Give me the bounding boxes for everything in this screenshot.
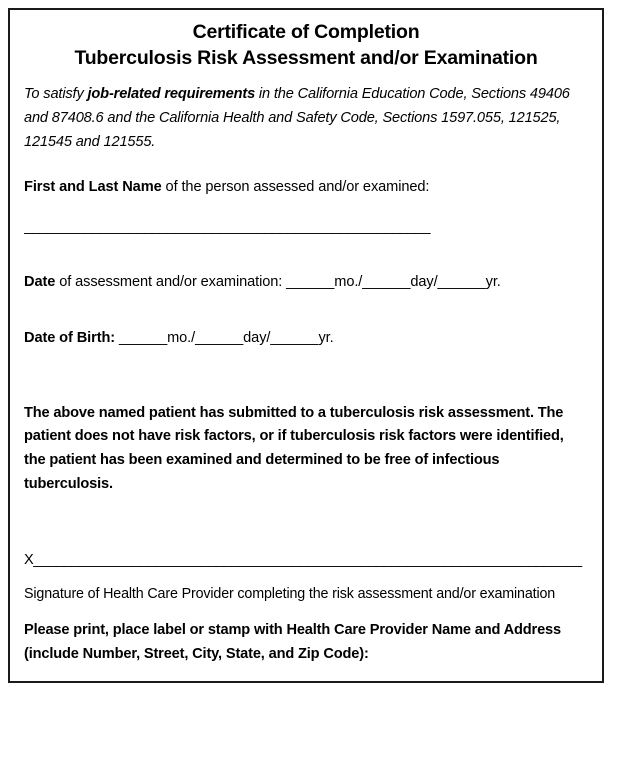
- spacer-after-name-rule: [24, 237, 588, 271]
- signature-caption: Signature of Health Care Provider completing the risk assessment and/or examination: [24, 585, 556, 602]
- certificate-border-frame: [8, 8, 604, 683]
- title-line-1: Certificate of Completion: [192, 21, 420, 43]
- assessment-date-input-rule[interactable]: ______mo./______day/______yr.: [286, 273, 501, 290]
- intro-tail-text: in the California Education Code, Sections 49406 and 87408.6 and the California Health and Safety Code, Sections 1597.055, 121525, 121545 and 121555.: [24, 86, 570, 150]
- page-title: [24, 20, 588, 71]
- certificate-body: [10, 10, 602, 757]
- intro-lead-text: To satisfy: [24, 86, 88, 103]
- signature-x-marker: X: [24, 552, 34, 569]
- name-field-label-rest: of the person assessed and/or examined:: [161, 179, 430, 196]
- assessment-date-label-bold: Date: [24, 273, 56, 290]
- birth-date-row: [24, 327, 588, 350]
- spacer-before-print-note: [24, 605, 588, 619]
- signature-input-rule[interactable]: ________________________________________________________________________: [33, 552, 582, 569]
- birth-date-label-bold: Date of Birth:: [24, 330, 116, 347]
- print-stamp-instructions: Please print, place label or stamp with Health Care Provider Name and Address (include Number, Street, City, State, and Zip Code):: [24, 622, 561, 662]
- spacer-after-birth-date: [24, 350, 588, 384]
- stamp-blank-area[interactable]: [24, 667, 588, 757]
- spacer-before-signature: [24, 530, 588, 552]
- spacer-after-signature-line: [24, 570, 588, 584]
- statutory-intro-paragraph: [24, 83, 588, 154]
- name-input-rule[interactable]: ______________________________________________________: [24, 219, 430, 235]
- signature-line-row: [24, 552, 588, 570]
- intro-emphasis-text: job-related requirements: [87, 86, 256, 103]
- assessment-date-row: [24, 271, 588, 294]
- title-line-2: Tuberculosis Risk Assessment and/or Examination: [74, 46, 538, 69]
- birth-date-input-rule[interactable]: ______mo./______day/______yr.: [115, 330, 334, 347]
- assessment-date-label-rest: of assessment and/or examination:: [55, 273, 287, 290]
- spacer-after-assessment-date: [24, 293, 588, 327]
- spacer-before-attestation: [24, 384, 588, 402]
- name-field-label: [24, 176, 588, 199]
- attestation-paragraph: The above named patient has submitted to a tuberculosis risk assessment. The patient does not have risk factors, or if tuberculosis risk factors were identified, the patient has been examined and determined to be free of infectious tuberculosis.: [24, 404, 564, 492]
- name-field-label-bold: First and Last Name: [24, 179, 162, 196]
- spacer-after-attestation: [24, 496, 588, 530]
